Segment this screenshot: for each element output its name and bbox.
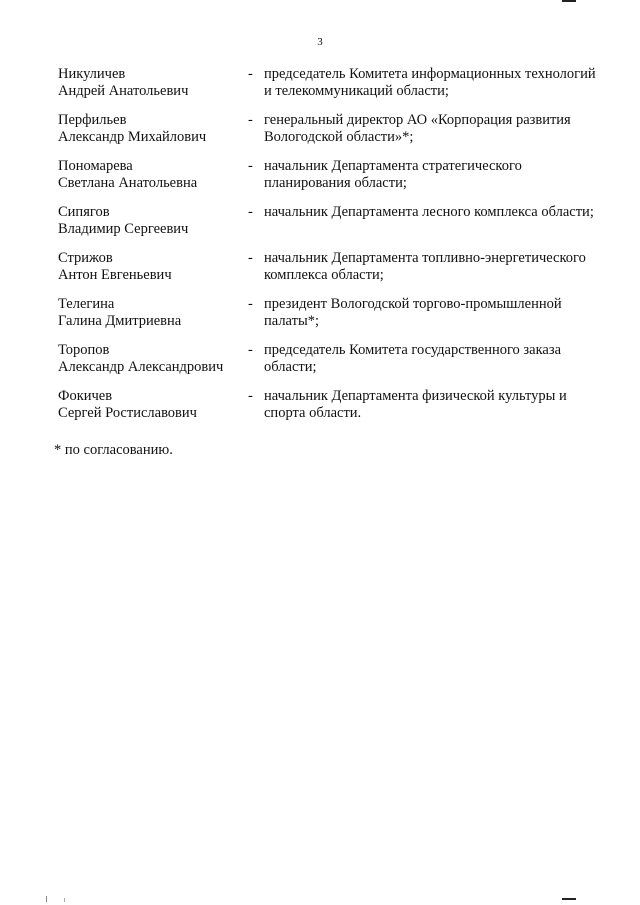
member-role (264, 388, 618, 422)
member-given-name: Александр Михайлович (58, 129, 207, 145)
member-name (58, 250, 248, 284)
member-dash: - (248, 204, 253, 220)
member-role (264, 158, 618, 192)
member-given-name: Галина Дмитриевна (58, 313, 182, 329)
member-name (58, 158, 248, 192)
member-role-line: планирования области; (264, 175, 407, 191)
member-role (264, 204, 618, 238)
member-role-line: начальник Департамента топливно-энергетического (264, 250, 586, 266)
member-role-line: председатель Комитета государственного заказа (264, 342, 562, 358)
footnote: * по согласованию. (54, 442, 173, 458)
member-dash: - (248, 296, 253, 312)
page-number: 3 (317, 36, 323, 48)
member-role-line: президент Вологодской торгово-промышленной (264, 296, 562, 312)
list-item (58, 388, 618, 422)
member-given-name: Владимир Сергеевич (58, 221, 189, 237)
member-surname: Фокичев (58, 388, 113, 404)
list-item (58, 342, 618, 376)
member-role-line: палаты*; (264, 313, 319, 329)
member-dash: - (248, 388, 253, 404)
member-role-line: генеральный директор АО «Корпорация развития (264, 112, 571, 128)
member-role-line: и телекоммуникаций области; (264, 83, 449, 99)
member-given-name: Сергей Ростиславович (58, 405, 197, 421)
member-given-name: Андрей Анатольевич (58, 83, 189, 99)
member-name (58, 388, 248, 422)
member-name (58, 66, 248, 100)
member-role (264, 296, 618, 330)
member-role-line: начальник Департамента физической культуры и (264, 388, 567, 404)
list-item (58, 112, 618, 146)
member-given-name: Светлана Анатольевна (58, 175, 198, 191)
scan-artifact (46, 896, 47, 902)
member-role (264, 66, 618, 100)
member-surname: Никуличев (58, 66, 126, 82)
member-dash: - (248, 342, 253, 358)
member-dash: - (248, 112, 253, 128)
member-role-line: комплекса области; (264, 267, 384, 283)
member-name (58, 342, 248, 376)
member-given-name: Александр Александрович (58, 359, 224, 375)
list-item (58, 250, 618, 284)
list-item (58, 296, 618, 330)
member-surname: Торопов (58, 342, 110, 358)
member-given-name: Антон Евгеньевич (58, 267, 172, 283)
member-role-line: спорта области. (264, 405, 362, 421)
member-surname: Сипягов (58, 204, 110, 220)
member-role-line: начальник Департамента лесного комплекса области; (264, 204, 594, 220)
member-name (58, 204, 248, 238)
member-dash: - (248, 66, 253, 82)
list-item (58, 66, 618, 100)
list-item (58, 204, 618, 238)
member-name (58, 112, 248, 146)
member-role-line: Вологодской области»*; (264, 129, 414, 145)
member-surname: Телегина (58, 296, 115, 312)
member-dash: - (248, 250, 253, 266)
member-role (264, 112, 618, 146)
list-item (58, 158, 618, 192)
scan-artifact (562, 0, 576, 2)
member-role (264, 250, 618, 284)
member-role-line: области; (264, 359, 317, 375)
member-role-line: председатель Комитета информационных технологий (264, 66, 596, 82)
member-surname: Пономарева (58, 158, 133, 174)
member-surname: Стрижов (58, 250, 113, 266)
scan-artifact (562, 898, 576, 900)
member-dash: - (248, 158, 253, 174)
member-list (58, 66, 618, 434)
scan-artifact (64, 898, 65, 902)
member-role-line: начальник Департамента стратегического (264, 158, 522, 174)
member-surname: Перфильев (58, 112, 127, 128)
member-name (58, 296, 248, 330)
member-role (264, 342, 618, 376)
